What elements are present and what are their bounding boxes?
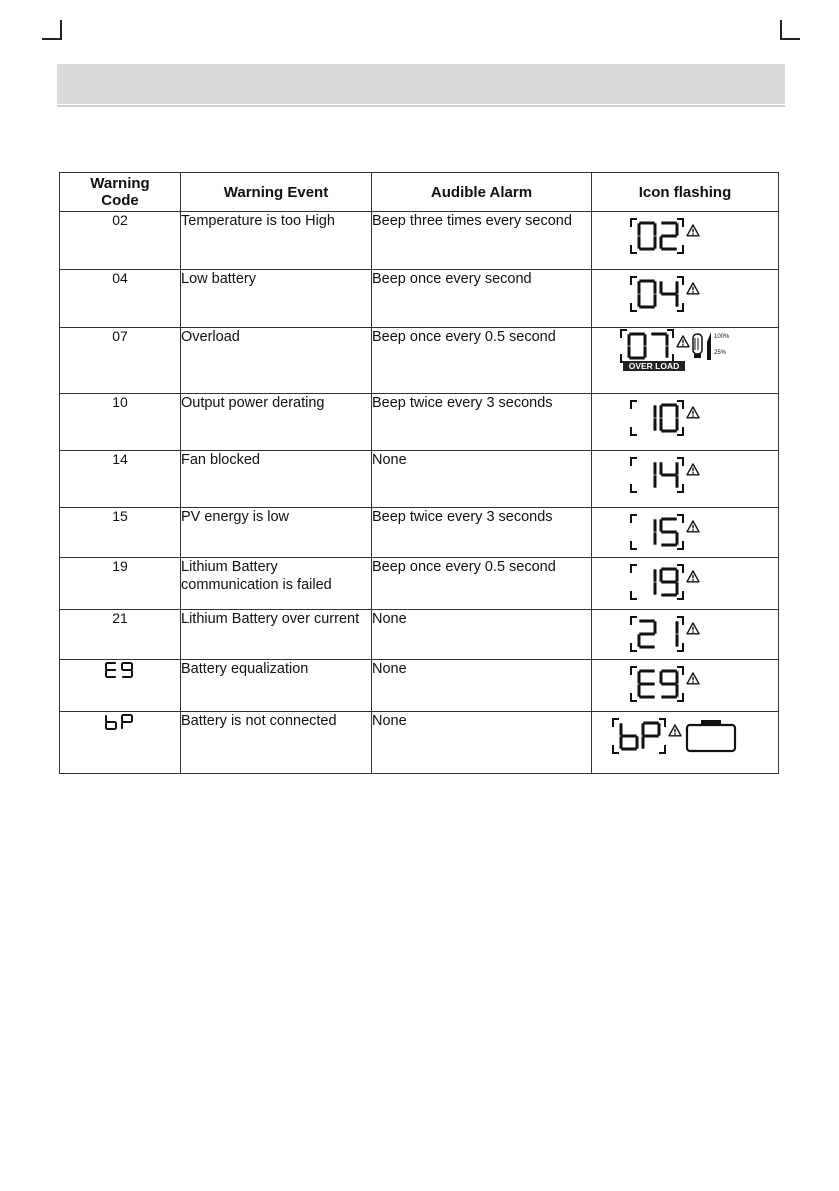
lcd-digit (661, 223, 677, 249)
lcd-warning-icon (595, 394, 775, 442)
audible-alarm-cell: Beep once every 0.5 second (372, 328, 592, 394)
table-row (60, 394, 779, 451)
lcd-digit (661, 569, 677, 595)
lcd-digit (661, 671, 677, 697)
icon-flashing-cell (592, 712, 779, 774)
load-level-high: 100% (714, 334, 730, 340)
warning-triangle-icon (687, 407, 699, 418)
warning-code-text: 07 (112, 328, 128, 344)
table-row (60, 610, 779, 660)
table-row (60, 212, 779, 270)
table-row (60, 558, 779, 610)
icon-flashing-cell (592, 508, 779, 558)
warning-code-text: 19 (112, 558, 128, 574)
header-icon-flashing: Icon flashing (592, 173, 779, 212)
warning-event-cell: Fan blocked (181, 451, 372, 508)
load-level-bar-icon (707, 332, 711, 360)
warning-code-cell (60, 558, 181, 610)
lcd-warning-icon (595, 212, 775, 260)
warning-code-table (59, 172, 779, 774)
warning-event-cell: Overload (181, 328, 372, 394)
warning-code-cell (60, 660, 181, 712)
warning-event-cell: PV energy is low (181, 508, 372, 558)
warning-code-cell (60, 508, 181, 558)
load-level-low: 25% (714, 350, 727, 356)
lcd-digit (639, 621, 655, 647)
audible-alarm-cell: None (372, 610, 592, 660)
audible-alarm-cell: None (372, 451, 592, 508)
icon-flashing-cell (592, 610, 779, 660)
warning-event-cell: Lithium Battery over current (181, 610, 372, 660)
icon-flashing-cell (592, 394, 779, 451)
table-row (60, 270, 779, 328)
icon-flashing-cell (592, 558, 779, 610)
warning-code-text: 10 (112, 394, 128, 410)
icon-flashing-cell (592, 660, 779, 712)
header-audible-alarm: Audible Alarm (372, 173, 592, 212)
warning-event-cell: Battery is not connected (181, 712, 372, 774)
warning-code-text: 02 (112, 212, 128, 228)
load-bulb-icon (693, 334, 702, 358)
lcd-warning-icon (595, 558, 775, 606)
table-row (60, 328, 779, 394)
lcd-warning-icon (595, 660, 775, 708)
warning-event-cell: Output power derating (181, 394, 372, 451)
warning-code-text: 21 (112, 610, 128, 626)
warning-code-cell (60, 328, 181, 394)
table-row (60, 451, 779, 508)
warning-event-cell: Low battery (181, 270, 372, 328)
lcd-warning-icon (595, 712, 775, 760)
lcd-digit (661, 464, 677, 486)
lcd-digit (643, 723, 659, 747)
header-warning-event: Warning Event (181, 173, 372, 212)
warning-code-cell (60, 610, 181, 660)
warning-code-cell (60, 712, 181, 774)
warning-triangle-icon (687, 623, 699, 634)
table-row (60, 508, 779, 558)
section-header-divider (57, 105, 785, 107)
section-header-bar (57, 64, 785, 104)
warning-triangle-icon (687, 673, 699, 684)
battery-icon (687, 720, 735, 751)
warning-triangle-icon (677, 336, 689, 347)
audible-alarm-cell: Beep twice every 3 seconds (372, 394, 592, 451)
table-row (60, 712, 779, 774)
icon-flashing-cell (592, 270, 779, 328)
icon-flashing-cell (592, 212, 779, 270)
warning-triangle-icon (687, 225, 699, 236)
lcd-digit (661, 283, 677, 305)
warning-event-cell: Battery equalization (181, 660, 372, 712)
crop-mark-top-left (42, 20, 62, 40)
lcd-warning-icon (595, 270, 775, 318)
lcd-warning-icon (595, 610, 775, 658)
audible-alarm-cell: None (372, 660, 592, 712)
warning-code-cell (60, 394, 181, 451)
warning-code-text: 15 (112, 508, 128, 524)
warning-code-cell (60, 270, 181, 328)
lcd-digit (629, 334, 645, 358)
warning-event-cell: Lithium Battery communication is failed (181, 558, 372, 610)
lcd-digit (621, 725, 637, 749)
audible-alarm-cell: Beep three times every second (372, 212, 592, 270)
warning-event-cell: Temperature is too High (181, 212, 372, 270)
lcd-warning-icon (595, 328, 775, 376)
crop-mark-top-right (780, 20, 800, 40)
seven-segment-code (104, 660, 136, 680)
lcd-digit (639, 281, 655, 307)
overload-label: OVER LOAD (628, 361, 680, 371)
warning-triangle-icon (687, 464, 699, 475)
audible-alarm-cell: Beep twice every 3 seconds (372, 508, 592, 558)
lcd-digit (639, 223, 655, 249)
warning-triangle-icon (669, 725, 681, 736)
warning-triangle-icon (687, 571, 699, 582)
lcd-digit (653, 334, 667, 356)
table-row (60, 660, 779, 712)
warning-triangle-icon (687, 521, 699, 532)
icon-flashing-cell (592, 451, 779, 508)
warning-code-cell (60, 212, 181, 270)
warning-code-text: 14 (112, 451, 128, 467)
lcd-digit (639, 671, 653, 697)
lcd-digit (661, 405, 677, 431)
warning-triangle-icon (687, 283, 699, 294)
icon-flashing-cell (592, 328, 779, 394)
lcd-digit (661, 519, 677, 545)
table-header-row (60, 173, 779, 212)
lcd-warning-icon (595, 508, 775, 556)
seven-segment-code (104, 712, 136, 732)
audible-alarm-cell: Beep once every 0.5 second (372, 558, 592, 610)
warning-code-cell (60, 451, 181, 508)
warning-code-text: 04 (112, 270, 128, 286)
header-warning-code: Warning Code (60, 173, 181, 212)
lcd-warning-icon (595, 451, 775, 499)
audible-alarm-cell: Beep once every second (372, 270, 592, 328)
audible-alarm-cell: None (372, 712, 592, 774)
